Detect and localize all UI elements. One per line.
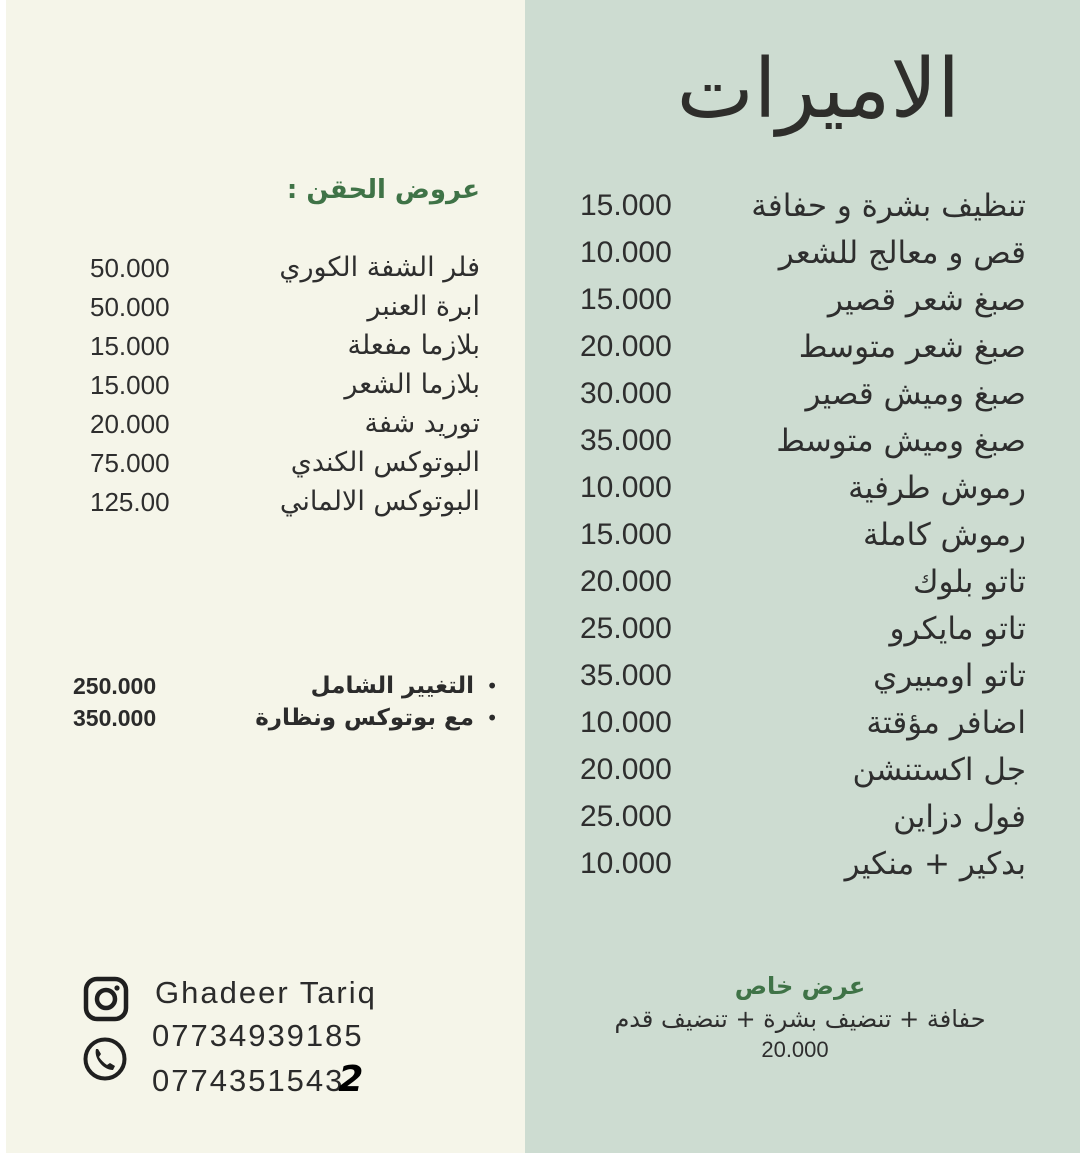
service-price: 10.000 xyxy=(580,847,672,880)
service-name: صبغ شعر متوسط xyxy=(798,329,1026,365)
injection-price: 15.000 xyxy=(90,331,170,361)
injection-price: 20.000 xyxy=(90,409,170,439)
injection-row xyxy=(80,445,480,484)
package-row xyxy=(70,702,500,734)
injection-price: 15.000 xyxy=(90,370,170,400)
injection-name: بلازما مفعلة xyxy=(347,330,480,361)
service-name: صبغ شعر قصير xyxy=(827,282,1026,318)
special-offer-title: عرض خاص xyxy=(734,972,866,1000)
service-price: 35.000 xyxy=(580,424,672,457)
service-name: بدكير + منكير xyxy=(844,846,1026,882)
service-row xyxy=(560,515,1030,562)
service-row xyxy=(560,421,1030,468)
service-name: رموش كاملة xyxy=(863,517,1026,553)
service-name: تنظيف بشرة و حفافة xyxy=(751,188,1026,224)
injection-row xyxy=(80,484,480,523)
package-price: 250.000 xyxy=(73,673,157,699)
service-name: قص و معالج للشعر xyxy=(778,235,1026,271)
service-price: 25.000 xyxy=(580,612,672,645)
injection-name: توريد شفة xyxy=(364,408,480,439)
injection-row xyxy=(80,367,480,406)
service-row xyxy=(560,844,1030,891)
injection-name: البوتوكس الالماني xyxy=(279,486,480,517)
salon-title: الاميرات xyxy=(676,42,960,137)
special-offer-description: حفافة + تنضيف بشرة + تنضيف قدم xyxy=(614,1005,986,1033)
phone-icon xyxy=(82,1036,128,1082)
phone-number: 07734939185 xyxy=(152,1018,364,1053)
service-row xyxy=(560,186,1030,233)
service-price: 25.000 xyxy=(580,800,672,833)
injection-row xyxy=(80,328,480,367)
service-row xyxy=(560,374,1030,421)
instagram-icon xyxy=(83,976,129,1022)
service-price: 15.000 xyxy=(580,518,672,551)
service-price: 30.000 xyxy=(580,377,672,410)
service-price: 35.000 xyxy=(580,659,672,692)
service-row xyxy=(560,609,1030,656)
service-price: 10.000 xyxy=(580,236,672,269)
service-price: 20.000 xyxy=(580,753,672,786)
service-row xyxy=(560,656,1030,703)
service-row xyxy=(560,468,1030,515)
service-price: 15.000 xyxy=(580,189,672,222)
injection-row xyxy=(80,406,480,445)
injection-name: ابرة العنبر xyxy=(367,291,480,322)
bullet: • xyxy=(486,706,498,730)
service-price: 20.000 xyxy=(580,565,672,598)
service-name: تاتو اومبيري xyxy=(873,658,1026,694)
service-row xyxy=(560,797,1030,844)
service-name: فول دزاين xyxy=(893,799,1026,835)
package-name: مع بوتوكس ونظارة xyxy=(255,705,474,731)
injection-price: 125.00 xyxy=(90,487,170,517)
injection-row xyxy=(80,250,480,289)
instagram-handle: Ghadeer Tariq xyxy=(155,975,377,1010)
injections-header: عروض الحقن : xyxy=(286,175,480,205)
service-name: جل اكستنشن xyxy=(852,752,1026,788)
injection-name: فلر الشفة الكوري xyxy=(279,252,480,283)
special-offer-price: 20.000 xyxy=(761,1037,829,1062)
phone-number-last-digit: 2 xyxy=(338,1059,364,1100)
panel-edge xyxy=(0,0,6,1153)
package-row xyxy=(70,670,500,702)
phone-number xyxy=(152,1060,363,1101)
injection-price: 75.000 xyxy=(90,448,170,478)
service-price: 10.000 xyxy=(580,706,672,739)
injection-price: 50.000 xyxy=(90,253,170,283)
service-row xyxy=(560,233,1030,280)
service-row xyxy=(560,562,1030,609)
service-row xyxy=(560,280,1030,327)
service-price: 10.000 xyxy=(580,471,672,504)
service-name: تاتو مايكرو xyxy=(889,611,1026,647)
phone-number-digits: 0774351543 xyxy=(152,1063,345,1098)
package-price: 350.000 xyxy=(73,705,157,731)
injection-price: 50.000 xyxy=(90,292,170,322)
service-name: صبغ وميش قصير xyxy=(805,376,1026,412)
package-name: التغيير الشامل xyxy=(310,673,474,699)
service-name: تاتو بلوك xyxy=(912,564,1026,600)
bullet: • xyxy=(486,674,498,698)
injection-name: بلازما الشعر xyxy=(344,369,480,400)
service-row xyxy=(560,750,1030,797)
service-price: 20.000 xyxy=(580,330,672,363)
injection-name: البوتوكس الكندي xyxy=(290,447,480,478)
service-name: صبغ وميش متوسط xyxy=(776,423,1026,459)
service-row xyxy=(560,327,1030,374)
service-row xyxy=(560,703,1030,750)
service-name: اضافر مؤقتة xyxy=(866,705,1026,741)
injection-row xyxy=(80,289,480,328)
service-price: 15.000 xyxy=(580,283,672,316)
service-name: رموش طرفية xyxy=(848,470,1026,506)
